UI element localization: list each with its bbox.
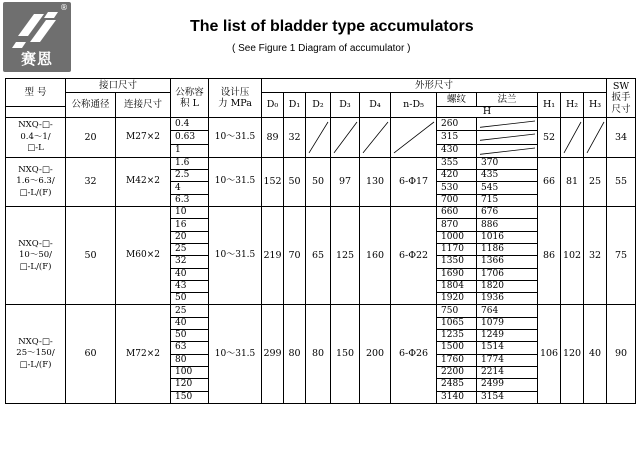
thread-h-cell: 2485 [437,379,477,391]
empty-diagonal-icon [331,119,360,156]
pressure-cell: 10～31.5 [209,207,262,305]
flange-h-cell: 1774 [477,354,538,366]
h3-cell: 40 [584,305,607,403]
flange-h-cell: 1936 [477,293,538,305]
nominal-diameter-cell: 32 [66,157,116,206]
thread-h-cell: 700 [437,194,477,206]
header-flange: 法兰 [477,93,538,107]
flange-h-cell: 1186 [477,243,538,255]
flange-h-cell: 1366 [477,256,538,268]
volume-cell: 6.3 [171,194,209,206]
header-d3: D₃ [331,93,360,118]
ss-swirl-logo-icon [12,6,62,50]
empty-diagonal-icon [391,119,437,156]
h2-cell: 102 [561,207,584,305]
flange-h-cell: 764 [477,305,538,317]
thread-h-cell: 1690 [437,268,477,280]
thread-h-cell: 1065 [437,317,477,329]
flange-h-cell: 676 [477,207,538,219]
volume-cell: 120 [171,379,209,391]
d1-cell: 80 [284,305,306,403]
sw-cell: 34 [607,118,636,158]
volume-cell: 1.6 [171,157,209,169]
flange-h-cell: 715 [477,194,538,206]
volume-cell: 80 [171,354,209,366]
h2-cell: 120 [561,305,584,403]
flange-empty-cell [477,131,538,144]
nd5-cell: 6-Φ22 [391,207,437,305]
header-interface: 接口尺寸 [66,79,171,93]
thread-h-cell: 3140 [437,391,477,403]
empty-diagonal-icon [561,119,584,156]
nominal-diameter-cell: 50 [66,207,116,305]
volume-cell: 10 [171,207,209,219]
volume-cell: 0.63 [171,131,209,144]
sw-cell: 90 [607,305,636,403]
h1-cell: 66 [538,157,561,206]
flange-h-cell: 1820 [477,280,538,292]
registered-mark: ® [60,3,68,12]
flange-h-cell: 2214 [477,366,538,378]
thread-h-cell: 260 [437,118,477,131]
thread-h-cell: 1170 [437,243,477,255]
header-thread: 螺纹 [437,93,477,107]
thread-h-cell: 870 [437,219,477,231]
header-connection-size: 连接尺寸 [116,93,171,118]
model-cell: NXQ-□- 1.6～6.3/ □-L/(F) [6,157,66,206]
page-title: The list of bladder type accumulators [190,18,474,35]
nd5-cell: 6-Φ17 [391,157,437,206]
pressure-cell: 10～31.5 [209,305,262,403]
header-h: H [437,107,538,118]
flange-h-cell: 1016 [477,231,538,243]
thread-h-cell: 660 [437,207,477,219]
thread-h-cell: 1500 [437,342,477,354]
empty-diagonal-icon [477,118,538,130]
h1-cell: 86 [538,207,561,305]
empty-diagonal-icon [584,119,607,156]
thread-h-cell: 1235 [437,330,477,342]
volume-cell: 1 [171,144,209,157]
header-nd5: n-D₅ [391,93,437,118]
table-row [6,157,636,169]
volume-cell: 0.4 [171,118,209,131]
d0-cell: 152 [262,157,284,206]
nominal-diameter-cell: 60 [66,305,116,403]
header-dimensions: 外形尺寸 [262,79,607,93]
thread-h-cell: 1804 [437,280,477,292]
d0-cell: 89 [262,118,284,158]
empty-diagonal-icon [477,131,538,143]
connection-size-cell: M42×2 [116,157,171,206]
thread-h-cell: 2200 [437,366,477,378]
h1-cell: 106 [538,305,561,403]
flange-h-cell: 545 [477,182,538,194]
volume-cell: 20 [171,231,209,243]
model-cell: NXQ-□- 25～150/ □-L/(F) [6,305,66,403]
d0-cell: 299 [262,305,284,403]
flange-h-cell: 1249 [477,330,538,342]
h2-cell: 81 [561,157,584,206]
brand-logo [3,2,71,72]
thread-h-cell: 420 [437,170,477,182]
d1-cell: 70 [284,207,306,305]
model-cell: NXQ-□- 0.4～1/ □-L [6,118,66,158]
h3-cell: 32 [584,207,607,305]
header-d0: D₀ [262,93,284,118]
thread-h-cell: 315 [437,131,477,144]
thread-h-cell: 1350 [437,256,477,268]
header-volume: 公称容 积 L [171,79,209,118]
pressure-cell: 10～31.5 [209,118,262,158]
volume-cell: 40 [171,317,209,329]
d4-cell: 130 [360,157,391,206]
header-h2: H₂ [561,93,584,118]
sw-cell: 55 [607,157,636,206]
connection-size-cell: M72×2 [116,305,171,403]
volume-cell: 43 [171,280,209,292]
volume-cell: 50 [171,330,209,342]
volume-cell: 25 [171,305,209,317]
accumulator-table [5,78,636,404]
flange-h-cell: 2499 [477,379,538,391]
nd5-empty-cell [391,118,437,158]
thread-h-cell: 1920 [437,293,477,305]
nominal-diameter-cell: 20 [66,118,116,158]
flange-h-cell: 370 [477,157,538,169]
flange-h-cell: 1514 [477,342,538,354]
flange-h-cell: 886 [477,219,538,231]
flange-h-cell: 435 [477,170,538,182]
pressure-cell: 10～31.5 [209,157,262,206]
thread-h-cell: 1760 [437,354,477,366]
header-d4: D₄ [360,93,391,118]
table-row [6,207,636,219]
table-row [6,305,636,317]
d2-cell: 50 [306,157,331,206]
thread-h-cell: 355 [437,157,477,169]
header-sw: SW 扳手 尺寸 [607,79,636,118]
volume-cell: 63 [171,342,209,354]
volume-cell: 16 [171,219,209,231]
brand-name: 赛恩 [20,50,53,68]
sw-cell: 75 [607,207,636,305]
d0-cell: 219 [262,207,284,305]
d2-cell: 80 [306,305,331,403]
header-d1: D₁ [284,93,306,118]
volume-cell: 50 [171,293,209,305]
thread-h-cell: 430 [437,144,477,157]
volume-cell: 150 [171,391,209,403]
d3-empty-cell [331,118,360,158]
header-model-spacer [6,107,66,118]
flange-h-cell: 3154 [477,391,538,403]
volume-cell: 4 [171,182,209,194]
header-model: 型 号 [6,79,66,107]
flange-empty-cell [477,144,538,157]
d3-cell: 150 [331,305,360,403]
header-d2: D₂ [306,93,331,118]
d4-empty-cell [360,118,391,158]
h2-empty-cell [561,118,584,158]
model-cell: NXQ-□- 10～50/ □-L/(F) [6,207,66,305]
header-h3: H₃ [584,93,607,118]
header-nominal-diameter: 公称通径 [66,93,116,118]
d4-cell: 160 [360,207,391,305]
empty-diagonal-icon [306,119,331,156]
h3-empty-cell [584,118,607,158]
volume-cell: 32 [171,256,209,268]
table-row [6,118,636,131]
h1-cell: 52 [538,118,561,158]
d3-cell: 97 [331,157,360,206]
volume-cell: 25 [171,243,209,255]
volume-cell: 100 [171,366,209,378]
d2-empty-cell [306,118,331,158]
empty-diagonal-icon [360,119,391,156]
d1-cell: 50 [284,157,306,206]
header-pressure: 设计压 力 MPa [209,79,262,118]
d1-cell: 32 [284,118,306,158]
flange-h-cell: 1706 [477,268,538,280]
flange-h-cell: 1079 [477,317,538,329]
thread-h-cell: 750 [437,305,477,317]
header-h1: H₁ [538,93,561,118]
connection-size-cell: M27×2 [116,118,171,158]
table-body [6,118,636,404]
h3-cell: 25 [584,157,607,206]
d2-cell: 65 [306,207,331,305]
thread-h-cell: 530 [437,182,477,194]
volume-cell: 2.5 [171,170,209,182]
d4-cell: 200 [360,305,391,403]
nd5-cell: 6-Φ26 [391,305,437,403]
page-subtitle: ( See Figure 1 Diagram of accumulator ) [232,43,411,54]
d3-cell: 125 [331,207,360,305]
thread-h-cell: 1000 [437,231,477,243]
connection-size-cell: M60×2 [116,207,171,305]
volume-cell: 40 [171,268,209,280]
empty-diagonal-icon [477,145,538,157]
flange-empty-cell [477,118,538,131]
